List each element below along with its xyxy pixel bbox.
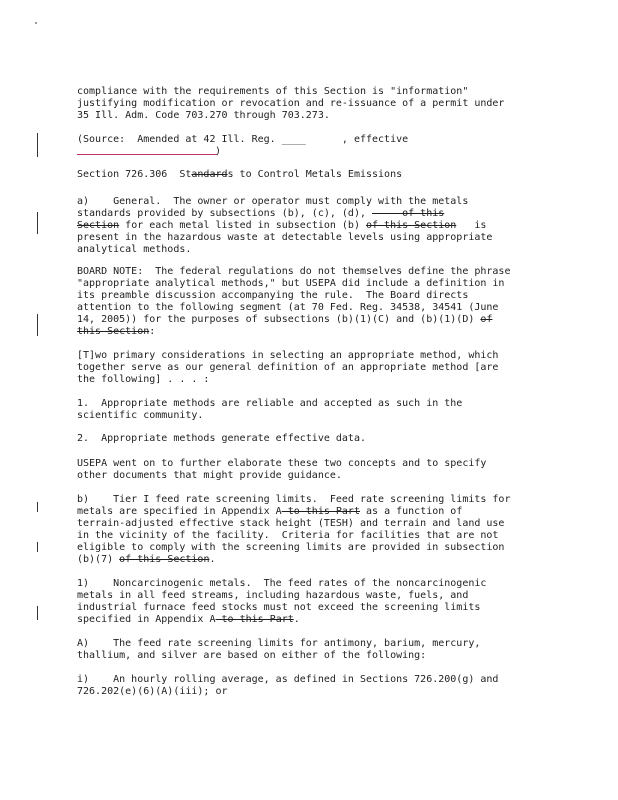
change-bar xyxy=(37,542,38,552)
text-line: industrial furnace feed stocks must not exceed the screening limits xyxy=(77,602,481,613)
change-bar xyxy=(37,212,38,234)
text-line: other documents that might provide guidance. xyxy=(77,470,342,481)
heading-line: Section 726.306 Standards to Control Metals Emissions xyxy=(77,169,403,180)
text-line: terrain-adjusted effective stack height (TESH) and terrain and land use xyxy=(77,518,505,529)
paragraph-usepa xyxy=(77,458,547,482)
paragraph-i xyxy=(77,674,547,698)
paragraph-A xyxy=(77,638,547,662)
scan-speck xyxy=(35,22,37,24)
text-line: a) General. The owner or operator must comply with the metals xyxy=(77,196,469,207)
deleted-text: of xyxy=(480,314,493,325)
paragraph-b xyxy=(77,494,547,566)
text-line: together serve as our general definition of an appropriate method [are xyxy=(77,362,499,373)
paragraph-a xyxy=(77,196,547,256)
text-line: analytical methods. xyxy=(77,244,192,255)
deleted-text: of this xyxy=(372,208,445,219)
deleted-text: this Section xyxy=(77,326,150,337)
text-line: ) xyxy=(215,146,222,157)
text-line: 2. Appropriate methods generate effective data. xyxy=(77,433,366,444)
text-line: 1) Noncarcinogenic metals. The feed rates of the noncarcinogenic xyxy=(77,578,487,589)
text-line: attention to the following segment (at 70 Fed. Reg. 34538, 34541 (June xyxy=(77,302,499,313)
text-line: (Source: Amended at 42 Ill. Reg. ____ , effective xyxy=(77,134,409,145)
text-line: USEPA went on to further elaborate these two concepts and to specify xyxy=(77,458,487,469)
text-line: present in the hazardous waste at detectable levels using appropriate xyxy=(77,232,493,243)
text-line: A) The feed rate screening limits for antimony, barium, mercury, xyxy=(77,638,481,649)
paragraph-compliance xyxy=(77,86,547,122)
text-line: metals are specified in Appendix A to this Part as a function of xyxy=(77,506,463,517)
text-line: (b)(7) of this Section. xyxy=(77,554,216,565)
text-line: BOARD NOTE: The federal regulations do not themselves define the phrase xyxy=(77,266,511,277)
board-note xyxy=(77,266,547,338)
deleted-text: Section xyxy=(77,220,120,231)
change-bar xyxy=(37,133,38,157)
source-note xyxy=(77,134,547,158)
deleted-text: to this Part xyxy=(281,506,360,517)
paragraph-1 xyxy=(77,578,547,626)
text-line: the following] . . . : xyxy=(77,374,210,385)
change-bar xyxy=(37,606,38,620)
deleted-text: of this Section xyxy=(119,554,210,565)
text-line: standards provided by subsections (b), (c), (d), of this xyxy=(77,208,445,219)
deleted-text: andard xyxy=(191,169,228,180)
text-line: in the vicinity of the facility. Criteria for facilities that are not xyxy=(77,530,499,541)
quoted-passage xyxy=(77,350,547,386)
text-line: [T]wo primary considerations in selecting an appropriate method, which xyxy=(77,350,499,361)
list-item-1 xyxy=(77,398,547,422)
change-bar xyxy=(37,502,38,512)
deleted-text: of this Section xyxy=(366,220,457,231)
text-line: 726.202(e)(6)(A)(iii); or xyxy=(77,686,228,697)
text-line: scientific community. xyxy=(77,410,204,421)
text-line: 35 Ill. Adm. Code 703.270 through 703.273. xyxy=(77,110,330,121)
change-bar xyxy=(37,314,38,336)
text-line: its preamble discussion accompanying the rule. The Board directs xyxy=(77,290,469,301)
text-line: Section for each metal listed in subsection (b) of this Section is xyxy=(77,220,487,231)
section-heading xyxy=(77,169,547,181)
text-line: justifying modification or revocation and re-issuance of a permit under xyxy=(77,98,505,109)
text-line: 1. Appropriate methods are reliable and accepted as such in the xyxy=(77,398,463,409)
list-item-2 xyxy=(77,433,547,445)
text-line: "appropriate analytical methods," but USEPA did include a definition in xyxy=(77,278,505,289)
text-line: 14, 2005)) for the purposes of subsections (b)(1)(C) and (b)(1)(D) of xyxy=(77,314,493,325)
text-line: this Section: xyxy=(77,326,156,337)
deleted-text: to this Part xyxy=(215,614,294,625)
text-line: b) Tier I feed rate screening limits. Feed rate screening limits for xyxy=(77,494,511,505)
text-line: i) An hourly rolling average, as defined in Sections 726.200(g) and xyxy=(77,674,499,685)
text-line: eligible to comply with the screening limits are provided in subsection xyxy=(77,542,505,553)
text-line: specified in Appendix A to this Part. xyxy=(77,614,300,625)
text-line: compliance with the requirements of this Section is "information" xyxy=(77,86,469,97)
text-line: thallium, and silver are based on either of the following: xyxy=(77,650,427,661)
text-line: metals in all feed streams, including hazardous waste, fuels, and xyxy=(77,590,469,601)
